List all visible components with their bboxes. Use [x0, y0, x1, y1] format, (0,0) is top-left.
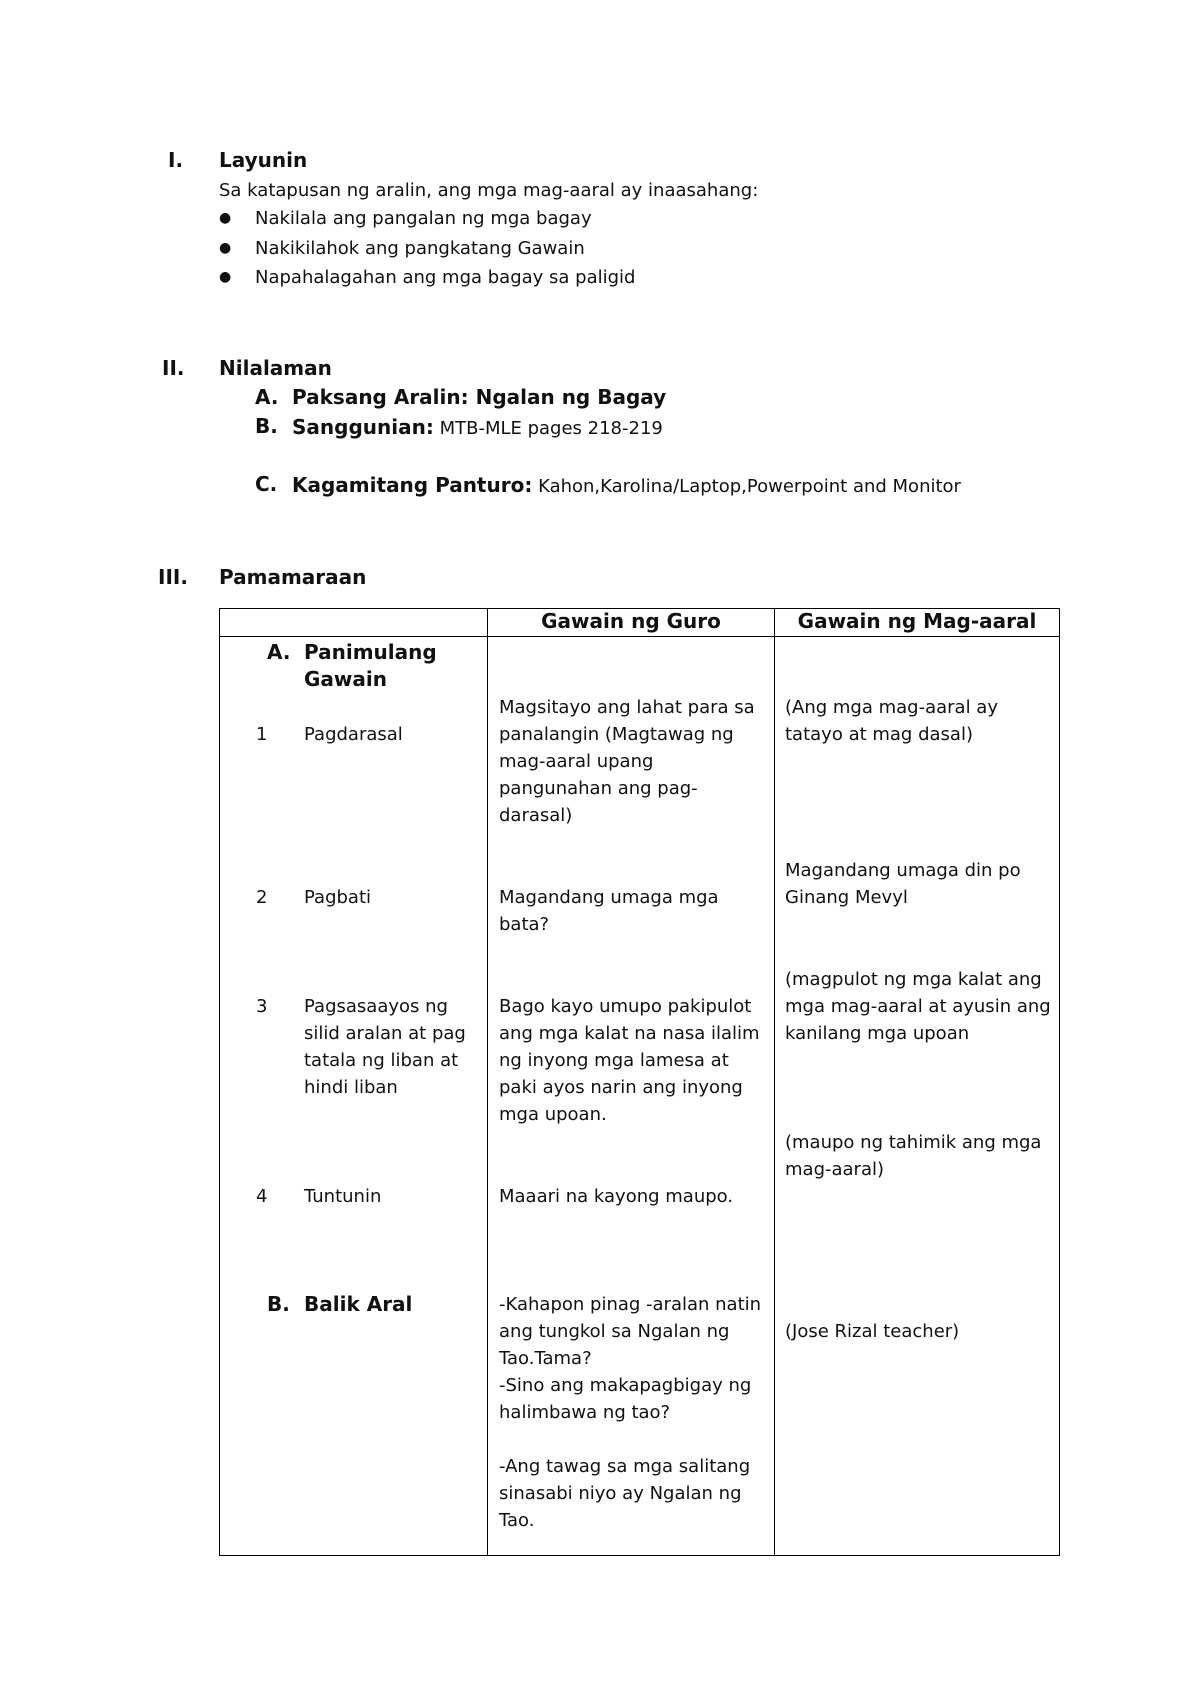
header-gawain-guro: Gawain ng Guro — [541, 609, 721, 633]
kagamitan-label: Kagamitang Panturo: — [292, 473, 533, 497]
row-number: 2 — [256, 887, 268, 908]
bullet-icon: ● — [219, 269, 232, 285]
step-name: Tuntunin — [304, 1186, 382, 1207]
section-1-number: I. — [168, 148, 184, 172]
section-1-title: Layunin — [219, 148, 308, 172]
item-letter: A. — [255, 385, 279, 409]
paksang-aralin-label: Paksang Aralin: Ngalan ng Bagay — [292, 385, 667, 409]
kagamitan-value: Kahon,Karolina/Laptop,Powerpoint and Monitor — [538, 476, 961, 497]
mag-aaral-activity: Magandang umaga din po Ginang Mevyl — [785, 860, 1021, 908]
header-divider — [219, 636, 1060, 637]
guro-activity: Magandang umaga mga bata? — [499, 887, 719, 935]
mag-aaral-activity: (magpulot ng mga kalat ang mga mag-aaral at ayusin ang kanilang mga upoan — [785, 969, 1051, 1044]
bullet-icon: ● — [219, 240, 232, 256]
table-border-left — [219, 608, 220, 1556]
procedure-table — [219, 608, 1059, 1556]
section-3-number: III. — [158, 565, 188, 589]
guro-activity: Maaari na kayong maupo. — [499, 1186, 734, 1207]
guro-activity: Magsitayo ang lahat para sa panalangin (Magtawag ng mag-aaral upang pangunahan ang pag- darasal) — [499, 697, 755, 826]
section-3-title: Pamamaraan — [219, 565, 367, 589]
row-number: 4 — [256, 1186, 268, 1207]
header-gawain-mag-aaral: Gawain ng Mag-aaral — [797, 609, 1037, 633]
section-1-intro: Sa katapusan ng aralin, ang mga mag-aaral ay inaasahang: — [219, 180, 759, 201]
row-number: 1 — [256, 724, 268, 745]
kagamitan-line — [292, 472, 961, 500]
step-name: Pagdarasal — [304, 724, 403, 745]
section-2-title: Nilalaman — [219, 356, 332, 380]
step-name: Pagbati — [304, 887, 372, 908]
sanggunian-value: MTB-MLE pages 218-219 — [439, 418, 663, 439]
section-2-number: II. — [162, 356, 185, 380]
bullet-icon: ● — [219, 210, 232, 226]
table-border-bottom — [219, 1555, 1060, 1556]
mag-aaral-activity: (Jose Rizal teacher) — [785, 1321, 960, 1342]
objective-item: Napahalagahan ang mga bagay sa paligid — [255, 267, 636, 288]
mag-aaral-activity: (Ang mga mag-aaral ay tatayo at mag dasal) — [785, 697, 998, 745]
table-border-right — [1059, 608, 1060, 1556]
guro-activity: Bago kayo umupo pakipulot ang mga kalat na nasa ilalim ng inyong mga lamesa at paki ayos narin ang inyong mga upoan. — [499, 996, 760, 1125]
item-letter: B. — [255, 414, 278, 438]
step-name: Pagsasaayos ng silid aralan at pag tatala ng liban at hindi liban — [304, 996, 466, 1098]
sanggunian-line — [292, 414, 663, 442]
section-a-title: Panimulang Gawain — [304, 640, 437, 691]
guro-activity: -Kahapon pinag -aralan natin ang tungkol sa Ngalan ng Tao.Tama? -Sino ang makapagbigay ng halimbawa ng tao? -Ang tawag sa mga salitang sinasabi niyo ay Ngalan ng Tao. — [499, 1294, 762, 1531]
objective-item: Nakilala ang pangalan ng mga bagay — [255, 208, 592, 229]
section-a-letter: A. — [267, 640, 291, 664]
column-divider — [487, 608, 488, 1556]
section-b-letter: B. — [267, 1292, 290, 1316]
row-number: 3 — [256, 996, 268, 1017]
mag-aaral-activity: (maupo ng tahimik ang mga mag-aaral) — [785, 1132, 1042, 1180]
item-letter: C. — [255, 472, 278, 496]
objective-item: Nakikilahok ang pangkatang Gawain — [255, 238, 585, 259]
section-b-title: Balik Aral — [304, 1292, 413, 1316]
column-divider — [774, 608, 775, 1556]
sanggunian-label: Sanggunian: — [292, 415, 434, 439]
